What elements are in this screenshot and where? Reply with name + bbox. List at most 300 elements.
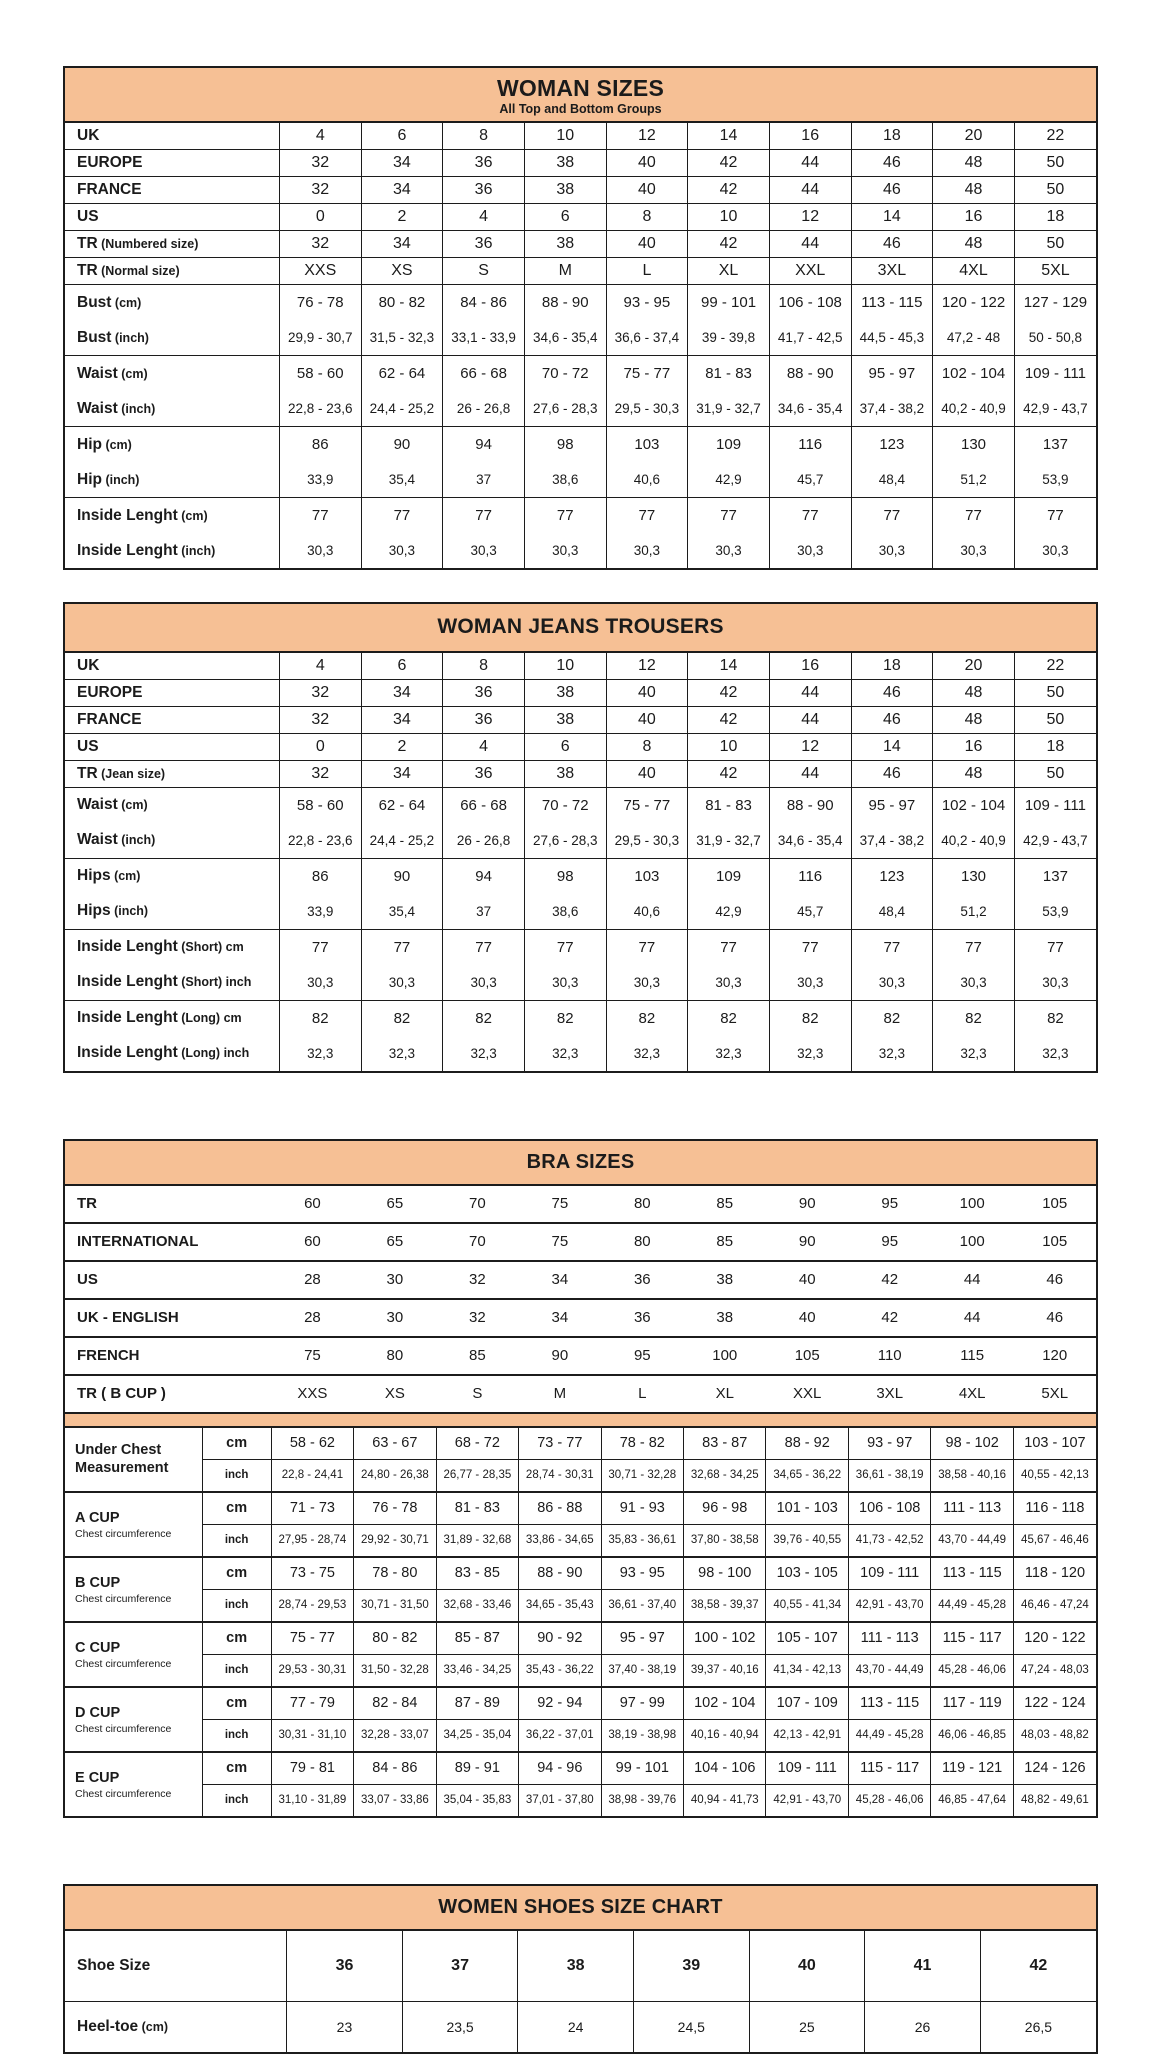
size-cell: 38,19 - 38,98 (601, 1719, 683, 1752)
size-cell: 32 (436, 1299, 518, 1337)
size-cell: 45,28 - 46,06 (848, 1784, 930, 1816)
size-cell: 124 - 126 (1013, 1752, 1096, 1785)
table-row (65, 320, 1096, 356)
size-cell: 32,3 (279, 1036, 361, 1071)
size-cell: 115 - 117 (848, 1752, 930, 1785)
size-cell: 6 (361, 653, 443, 680)
size-cell: 36 (443, 150, 525, 177)
size-cell: 109 - 111 (1014, 787, 1096, 823)
size-cell: 40,16 - 40,94 (684, 1719, 766, 1752)
size-cell: 30,3 (524, 533, 606, 568)
size-cell: 30,3 (443, 965, 525, 1001)
table-row (65, 1654, 1096, 1687)
size-cell: 34 (361, 679, 443, 706)
size-cell: 34 (361, 177, 443, 204)
size-cell: 100 - 102 (684, 1622, 766, 1655)
size-cell: 34 (519, 1261, 601, 1299)
size-cell: 38 (524, 679, 606, 706)
size-cell: 83 - 85 (436, 1557, 518, 1590)
size-cell: 116 - 118 (1013, 1492, 1096, 1525)
size-cell: 46,06 - 46,85 (931, 1719, 1013, 1752)
size-cell: 66 - 68 (443, 787, 525, 823)
size-cell: 130 (933, 427, 1015, 463)
row-label: FRENCH (65, 1337, 271, 1375)
size-cell: 46 (851, 231, 933, 258)
size-cell: 98 (524, 427, 606, 463)
size-cell: 94 (443, 858, 525, 894)
row-label: Inside Lenght (cm) (65, 498, 279, 534)
size-cell: 80 - 82 (354, 1622, 436, 1655)
row-label: Waist (inch) (65, 823, 279, 859)
size-cell: 46 (851, 706, 933, 733)
unit-label-cm: cm (202, 1622, 271, 1655)
size-cell: 109 - 111 (848, 1557, 930, 1590)
table-row (65, 1000, 1096, 1036)
size-cell: XXL (769, 258, 851, 285)
size-cell: 10 (688, 204, 770, 231)
size-cell: 14 (851, 733, 933, 760)
size-cell: 30 (354, 1299, 436, 1337)
size-cell: 48 (933, 706, 1015, 733)
row-label: Bust (cm) (65, 285, 279, 321)
size-cell: 29,5 - 30,3 (606, 823, 688, 859)
size-cell: 80 (354, 1337, 436, 1375)
size-cell: 66 - 68 (443, 356, 525, 392)
size-cell: 30,3 (851, 965, 933, 1001)
table-row (65, 177, 1096, 204)
size-cell: 70 (436, 1186, 518, 1223)
size-cell: 22,8 - 23,6 (279, 823, 361, 859)
size-cell: 14 (688, 123, 770, 150)
size-cell: 91 - 93 (601, 1492, 683, 1525)
size-cell: 31,10 - 31,89 (271, 1784, 353, 1816)
size-cell: 32,28 - 33,07 (354, 1719, 436, 1752)
size-cell: 82 (443, 1000, 525, 1036)
size-cell: 113 - 115 (848, 1687, 930, 1720)
bra-table (63, 1139, 1098, 1818)
table-row (65, 679, 1096, 706)
size-cell: 30,3 (361, 965, 443, 1001)
size-cell: 29,53 - 30,31 (271, 1654, 353, 1687)
size-cell: 48 (933, 760, 1015, 787)
size-cell: 106 - 108 (848, 1492, 930, 1525)
size-cell: 33,9 (279, 894, 361, 930)
size-cell: 80 (601, 1223, 683, 1261)
unit-label-inch: inch (202, 1589, 271, 1622)
size-cell: 31,9 - 32,7 (688, 823, 770, 859)
size-cell: 84 - 86 (443, 285, 525, 321)
size-cell: 36,22 - 37,01 (519, 1719, 601, 1752)
size-cell: 5XL (1014, 258, 1096, 285)
size-cell: 18 (1014, 733, 1096, 760)
size-cell: 41 (865, 1931, 981, 2002)
size-cell: 32,3 (769, 1036, 851, 1071)
size-cell: 30,31 - 31,10 (271, 1719, 353, 1752)
size-cell: 34,65 - 35,43 (519, 1589, 601, 1622)
size-cell: 36 (601, 1299, 683, 1337)
size-cell: 137 (1014, 427, 1096, 463)
size-cell: 40 (766, 1299, 848, 1337)
size-cell: 109 - 111 (766, 1752, 848, 1785)
size-cell: 31,5 - 32,3 (361, 320, 443, 356)
woman-sizes-table (63, 66, 1098, 570)
size-cell: XL (684, 1375, 766, 1412)
size-cell: 30,71 - 31,50 (354, 1589, 436, 1622)
size-cell: 30,3 (933, 965, 1015, 1001)
size-cell: 42,9 (688, 894, 770, 930)
size-cell: 20 (933, 653, 1015, 680)
size-cell: 2 (361, 733, 443, 760)
size-cell: 58 - 60 (279, 356, 361, 392)
size-cell: 37,4 - 38,2 (851, 823, 933, 859)
size-cell: 4XL (933, 258, 1015, 285)
size-cell: 43,70 - 44,49 (848, 1654, 930, 1687)
size-cell: 82 (524, 1000, 606, 1036)
size-cell: 4 (443, 204, 525, 231)
size-cell: 24,5 (633, 2001, 749, 2052)
size-cell: 77 (361, 929, 443, 965)
table-row (65, 1299, 1096, 1337)
size-cell: 103 (606, 427, 688, 463)
size-cell: M (524, 258, 606, 285)
size-cell: 75 (519, 1186, 601, 1223)
size-cell: 10 (524, 653, 606, 680)
table-row (65, 462, 1096, 498)
size-cell: 109 (688, 427, 770, 463)
size-cell: 75 - 77 (271, 1622, 353, 1655)
unit-label-cm: cm (202, 1557, 271, 1590)
size-cell: 77 (606, 498, 688, 534)
size-cell: 46 (851, 177, 933, 204)
size-cell: 86 (279, 427, 361, 463)
size-cell: 30,71 - 32,28 (601, 1459, 683, 1492)
size-cell: 77 - 79 (271, 1687, 353, 1720)
size-cell: M (519, 1375, 601, 1412)
size-cell: 33,9 (279, 462, 361, 498)
size-cell: 3XL (848, 1375, 930, 1412)
size-cell: 84 - 86 (354, 1752, 436, 1785)
size-cell: 77 (1014, 498, 1096, 534)
size-cell: 78 - 82 (601, 1428, 683, 1460)
size-cell: 88 - 90 (769, 787, 851, 823)
size-cell: 77 (524, 498, 606, 534)
size-cell: 38 (684, 1299, 766, 1337)
size-cell: 77 (1014, 929, 1096, 965)
size-cell: 37,01 - 37,80 (519, 1784, 601, 1816)
size-cell: 65 (354, 1223, 436, 1261)
table-row (65, 760, 1096, 787)
size-cell: 36,61 - 38,19 (848, 1459, 930, 1492)
size-cell: 92 - 94 (519, 1687, 601, 1720)
size-cell: 115 (931, 1337, 1013, 1375)
table-row (65, 204, 1096, 231)
size-cell: 42,9 (688, 462, 770, 498)
size-cell: 40 (606, 231, 688, 258)
shoes-title: WOMEN SHOES SIZE CHART (438, 1895, 723, 1918)
size-cell: 46 (1013, 1261, 1096, 1299)
size-cell: 89 - 91 (436, 1752, 518, 1785)
size-cell: 77 (361, 498, 443, 534)
size-cell: 82 (1014, 1000, 1096, 1036)
size-cell: 18 (851, 123, 933, 150)
size-cell: 77 (443, 498, 525, 534)
size-cell: 44,49 - 45,28 (931, 1589, 1013, 1622)
size-cell: 37 (443, 462, 525, 498)
table-row (65, 1784, 1096, 1816)
size-cell: 123 (851, 427, 933, 463)
size-cell: 86 - 88 (519, 1492, 601, 1525)
size-cell: 98 - 100 (684, 1557, 766, 1590)
row-label: US (65, 1261, 271, 1299)
size-cell: 46,46 - 47,24 (1013, 1589, 1096, 1622)
size-cell: 23,5 (402, 2001, 518, 2052)
size-cell: 46 (1013, 1299, 1096, 1337)
size-cell: 44 (769, 150, 851, 177)
size-cell: 40,55 - 42,13 (1013, 1459, 1096, 1492)
size-cell: 4XL (931, 1375, 1013, 1412)
size-cell: 79 - 81 (271, 1752, 353, 1785)
size-cell: 102 - 104 (684, 1687, 766, 1720)
size-cell: 82 (361, 1000, 443, 1036)
jeans-grid (65, 653, 1096, 1071)
row-label: UK (65, 123, 279, 150)
size-cell: 36 (443, 760, 525, 787)
row-label: Hips (cm) (65, 858, 279, 894)
size-cell: 34,6 - 35,4 (769, 391, 851, 427)
size-cell: 42,91 - 43,70 (766, 1784, 848, 1816)
size-cell: 28 (271, 1261, 353, 1299)
size-cell: 24,80 - 26,38 (354, 1459, 436, 1492)
size-cell: 45,7 (769, 894, 851, 930)
size-cell: 38 (524, 760, 606, 787)
size-cell: 50 (1014, 760, 1096, 787)
size-cell: 32 (279, 231, 361, 258)
row-label: TR (Jean size) (65, 760, 279, 787)
size-cell: 34,6 - 35,4 (769, 823, 851, 859)
size-cell: 30,3 (1014, 533, 1096, 568)
size-cell: 38,6 (524, 894, 606, 930)
size-cell: 50 (1014, 679, 1096, 706)
size-cell: 78 - 80 (354, 1557, 436, 1590)
size-cell: 40,94 - 41,73 (684, 1784, 766, 1816)
size-cell: 28,74 - 29,53 (271, 1589, 353, 1622)
size-cell: 38 (524, 177, 606, 204)
size-cell: 36,61 - 37,40 (601, 1589, 683, 1622)
size-cell: 82 (769, 1000, 851, 1036)
cup-label: C CUP Chest circumference (65, 1622, 202, 1687)
size-cell: 103 - 107 (1013, 1428, 1096, 1460)
size-cell: 33,1 - 33,9 (443, 320, 525, 356)
size-cell: 38 (524, 231, 606, 258)
table-row (65, 706, 1096, 733)
size-cell: 116 (769, 858, 851, 894)
size-cell: 82 - 84 (354, 1687, 436, 1720)
size-cell: 3XL (851, 258, 933, 285)
size-cell: 77 (524, 929, 606, 965)
size-cell: 32 (279, 177, 361, 204)
row-label: Inside Lenght (Long) inch (65, 1036, 279, 1071)
size-cell: 44 (769, 231, 851, 258)
size-cell: 103 (606, 858, 688, 894)
size-cell: 95 - 97 (851, 787, 933, 823)
size-cell: 127 - 129 (1014, 285, 1096, 321)
row-label: INTERNATIONAL (65, 1223, 271, 1261)
size-cell: 42,13 - 42,91 (766, 1719, 848, 1752)
size-cell: 32 (279, 760, 361, 787)
row-label: EUROPE (65, 150, 279, 177)
table-row (65, 1375, 1096, 1412)
size-cell: 90 - 92 (519, 1622, 601, 1655)
size-cell: 107 - 109 (766, 1687, 848, 1720)
size-cell: 120 (1013, 1337, 1096, 1375)
size-cell: 80 - 82 (361, 285, 443, 321)
table-row (65, 653, 1096, 680)
size-cell: 40 (766, 1261, 848, 1299)
row-label: Bust (inch) (65, 320, 279, 356)
size-cell: 100 (931, 1186, 1013, 1223)
size-cell: 77 (851, 929, 933, 965)
size-cell: 65 (354, 1186, 436, 1223)
size-cell: 130 (933, 858, 1015, 894)
table-row (65, 2001, 1096, 2052)
size-cell: 46 (851, 760, 933, 787)
size-cell: 51,2 (933, 894, 1015, 930)
cup-label: Under Chest Measurement (65, 1428, 202, 1492)
unit-label-inch: inch (202, 1524, 271, 1557)
unit-label-inch: inch (202, 1784, 271, 1816)
size-cell: 48,4 (851, 894, 933, 930)
size-cell: 42,91 - 43,70 (848, 1589, 930, 1622)
size-cell: 23 (287, 2001, 403, 2052)
size-cell: 111 - 113 (848, 1622, 930, 1655)
size-cell: 88 - 92 (766, 1428, 848, 1460)
size-cell: 27,95 - 28,74 (271, 1524, 353, 1557)
row-label: FRANCE (65, 706, 279, 733)
size-cell: 24,4 - 25,2 (361, 391, 443, 427)
size-cell: 37,40 - 38,19 (601, 1654, 683, 1687)
size-cell: 35,4 (361, 462, 443, 498)
size-cell: 10 (688, 733, 770, 760)
size-cell: 40,6 (606, 894, 688, 930)
row-label: TR (65, 1186, 271, 1223)
size-cell: 30,3 (524, 965, 606, 1001)
table-row (65, 123, 1096, 150)
table-row (65, 965, 1096, 1001)
size-cell: XXL (766, 1375, 848, 1412)
size-cell: L (606, 258, 688, 285)
size-cell: 32,3 (606, 1036, 688, 1071)
size-cell: 34 (361, 706, 443, 733)
size-cell: 37,80 - 38,58 (684, 1524, 766, 1557)
row-label: TR (Numbered size) (65, 231, 279, 258)
size-cell: 50 (1014, 150, 1096, 177)
size-cell: 50 (1014, 706, 1096, 733)
size-cell: 34 (361, 760, 443, 787)
table-row (65, 1622, 1096, 1655)
size-cell: 38 (684, 1261, 766, 1299)
size-cell: 101 - 103 (766, 1492, 848, 1525)
woman-sizes-subtitle: All Top and Bottom Groups (499, 102, 662, 117)
size-cell: 42 (688, 150, 770, 177)
size-cell: 40,2 - 40,9 (933, 391, 1015, 427)
size-cell: 71 - 73 (271, 1492, 353, 1525)
size-cell: 12 (769, 204, 851, 231)
size-cell: 30,3 (443, 533, 525, 568)
size-cell: 93 - 95 (601, 1557, 683, 1590)
size-cell: 16 (769, 653, 851, 680)
size-cell: 82 (933, 1000, 1015, 1036)
cup-label: A CUP Chest circumference (65, 1492, 202, 1557)
size-cell: 8 (443, 123, 525, 150)
table-row (65, 533, 1096, 568)
size-cell: 110 (848, 1337, 930, 1375)
size-cell: 40 (606, 706, 688, 733)
row-label: US (65, 204, 279, 231)
size-cell: 46,85 - 47,64 (931, 1784, 1013, 1816)
size-cell: XS (361, 258, 443, 285)
row-label: Hip (inch) (65, 462, 279, 498)
size-cell: 75 (271, 1337, 353, 1375)
size-cell: 82 (688, 1000, 770, 1036)
size-cell: 34,25 - 35,04 (436, 1719, 518, 1752)
size-cell: 42 (688, 231, 770, 258)
size-cell: 44 (931, 1299, 1013, 1337)
size-cell: 36 (443, 231, 525, 258)
size-cell: 75 (519, 1223, 601, 1261)
table-row (65, 498, 1096, 534)
size-cell: 32,3 (1014, 1036, 1096, 1071)
size-cell: 2 (361, 204, 443, 231)
size-cell: 40 (606, 177, 688, 204)
size-cell: 36 (287, 1931, 403, 2002)
table-row (65, 1524, 1096, 1557)
size-cell: 82 (606, 1000, 688, 1036)
size-cell: 0 (279, 204, 361, 231)
size-cell: 34 (361, 231, 443, 258)
size-cell: 36,6 - 37,4 (606, 320, 688, 356)
table-row (65, 258, 1096, 285)
bra-title: BRA SIZES (526, 1150, 635, 1173)
unit-label-cm: cm (202, 1752, 271, 1785)
size-cell: 44 (931, 1261, 1013, 1299)
size-cell: 95 (848, 1186, 930, 1223)
size-cell: 31,50 - 32,28 (354, 1654, 436, 1687)
row-label: Waist (cm) (65, 787, 279, 823)
table-row (65, 1428, 1096, 1460)
size-cell: 99 - 101 (688, 285, 770, 321)
bra-header (65, 1141, 1096, 1186)
size-cell: 95 - 97 (601, 1622, 683, 1655)
size-cell: 12 (606, 653, 688, 680)
table-row (65, 1036, 1096, 1071)
size-cell: 30,3 (769, 965, 851, 1001)
size-cell: 36 (443, 679, 525, 706)
size-cell: 16 (933, 733, 1015, 760)
size-cell: 32 (279, 679, 361, 706)
size-cell: 38,6 (524, 462, 606, 498)
size-cell: 28 (271, 1299, 353, 1337)
size-cell: 34,65 - 36,22 (766, 1459, 848, 1492)
table-row (65, 733, 1096, 760)
size-cell: 34 (361, 150, 443, 177)
woman-sizes-title: WOMAN SIZES (496, 75, 665, 101)
row-label: TR ( B CUP ) (65, 1375, 271, 1412)
size-cell: 118 - 120 (1013, 1557, 1096, 1590)
size-cell: 47,2 - 48 (933, 320, 1015, 356)
size-cell: 38,58 - 40,16 (931, 1459, 1013, 1492)
size-cell: 30,3 (361, 533, 443, 568)
size-cell: 94 - 96 (519, 1752, 601, 1785)
